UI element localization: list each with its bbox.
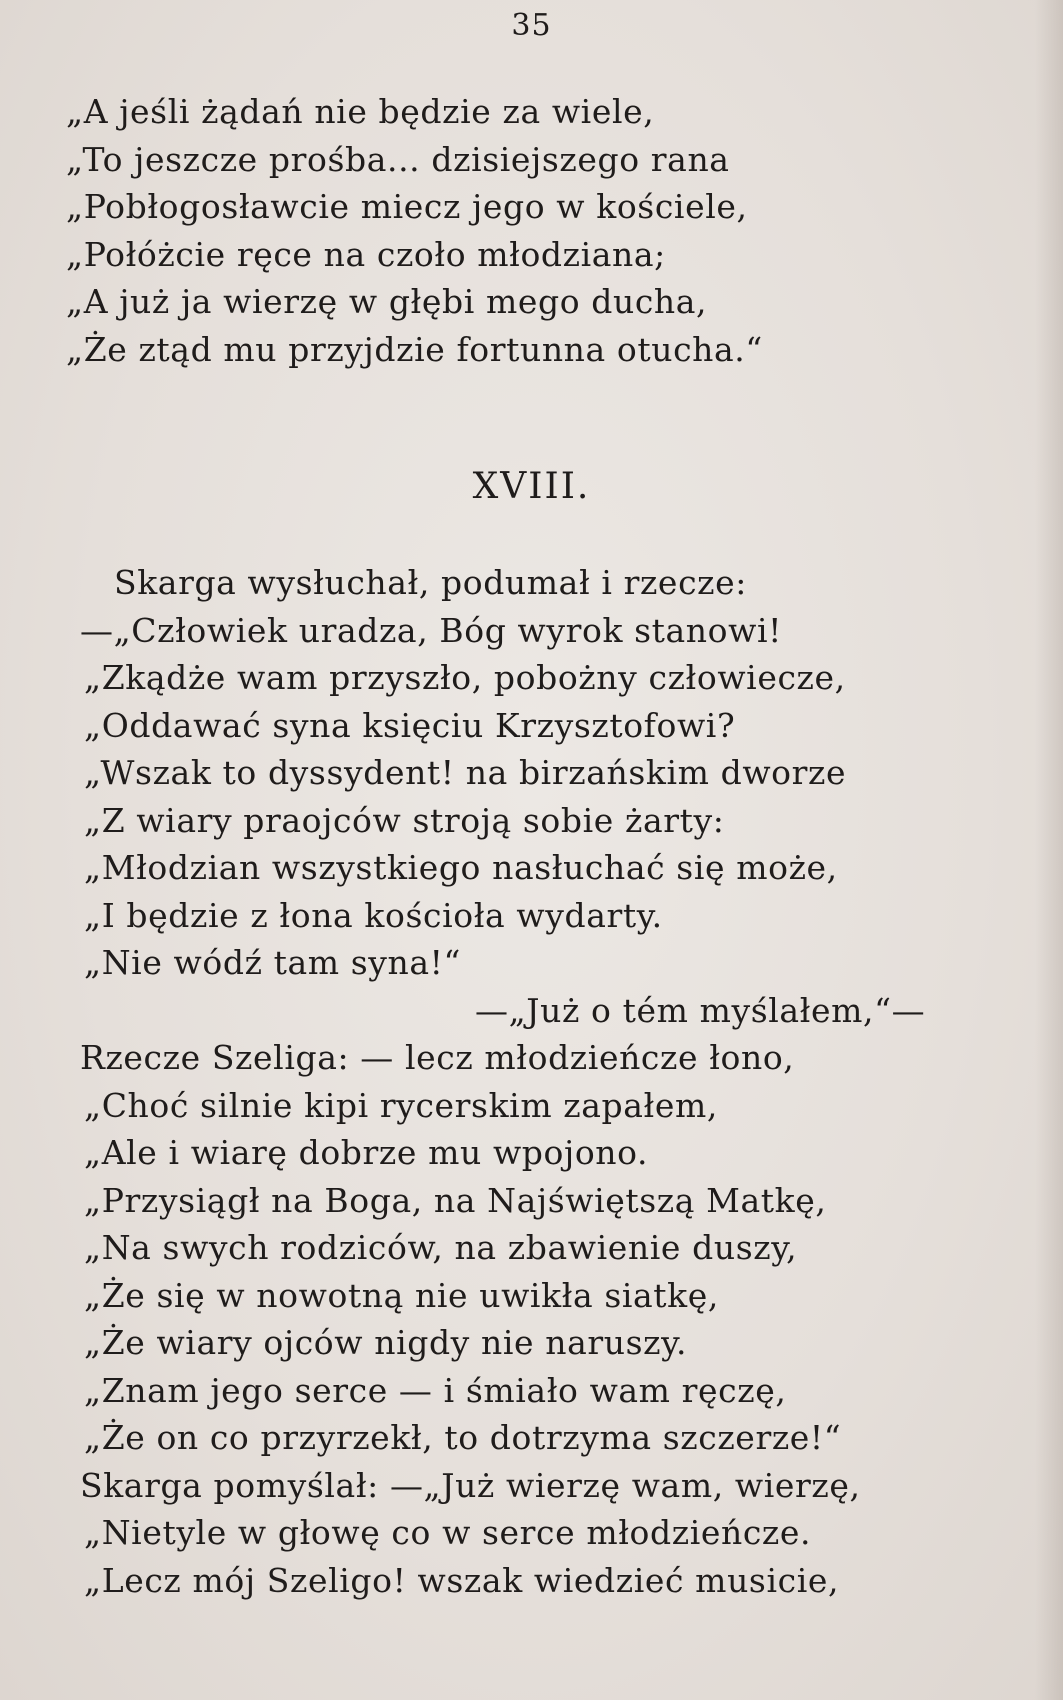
stanza-1: [66, 88, 763, 373]
page-edge-shadow: [1035, 0, 1063, 1700]
verse-line: „Że on co przyrzekł, to dotrzyma szczerze!“: [84, 1418, 842, 1457]
section-heading: XVIII.: [472, 466, 591, 507]
verse-line: Skarga pomyślał: —„Już wierzę wam, wierzę,: [80, 1465, 861, 1505]
verse-line: „Pobłogosławcie miecz jego w kościele,: [66, 187, 748, 226]
verse-line: „Oddawać syna księciu Krzysztofowi?: [84, 705, 736, 745]
verse-line: „Ale i wiarę dobrze mu wpojono.: [84, 1133, 649, 1172]
verse-line: „Nie wódź tam syna!“: [84, 943, 462, 982]
verse-line: „Że ztąd mu przyjdzie fortunna otucha.“: [66, 329, 763, 369]
verse-line: „A jeśli żądań nie będzie za wiele,: [66, 92, 655, 131]
verse-line: „Lecz mój Szeligo! wszak wiedzieć musicie,: [84, 1560, 840, 1600]
verse-line: „Że wiary ojców nigdy nie naruszy.: [84, 1323, 688, 1362]
verse-line: „Że się w nowotną nie uwikła siatkę,: [84, 1275, 719, 1315]
verse-line: „I będzie z łona kościoła wydarty.: [84, 895, 663, 935]
verse-line: „To jeszcze prośba... dzisiejszego rana: [66, 139, 730, 179]
verse-line: „Przysiągł na Boga, na Najświętszą Matkę,: [84, 1180, 827, 1220]
verse-line: „A już ja wierzę w głębi mego ducha,: [66, 282, 708, 321]
verse-line: „Na swych rodziców, na zbawienie duszy,: [84, 1228, 798, 1267]
verse-line: „Połóżcie ręce na czoło młodziana;: [66, 234, 666, 274]
verse-line: Rzecze Szeliga: — lecz młodzieńcze łono,: [80, 1038, 795, 1077]
page-number: 35: [511, 8, 552, 43]
verse-line: „Z wiary praojców stroją sobie żarty:: [84, 800, 725, 840]
verse-line: „Zkądże wam przyszło, pobożny człowiecze,: [84, 658, 846, 697]
verse-line: „Choć silnie kipi rycerskim zapałem,: [84, 1085, 718, 1125]
stanza-2: [80, 559, 925, 1604]
verse-line: „Znam jego serce — i śmiało wam ręczę,: [84, 1370, 787, 1410]
verse-line: „Wszak to dyssydent! na birzańskim dworze: [84, 753, 847, 792]
verse-line: Skarga wysłuchał, podumał i rzecze:: [114, 563, 747, 602]
verse-line: —„Człowiek uradza, Bóg wyrok stanowi!: [80, 610, 782, 650]
verse-line: „Nietyle w głowę co w serce młodzieńcze.: [84, 1513, 812, 1552]
verse-line: „Młodzian wszystkiego nasłuchać się może,: [84, 848, 838, 887]
verse-line: —„Już o tém myślałem,“—: [475, 990, 926, 1030]
